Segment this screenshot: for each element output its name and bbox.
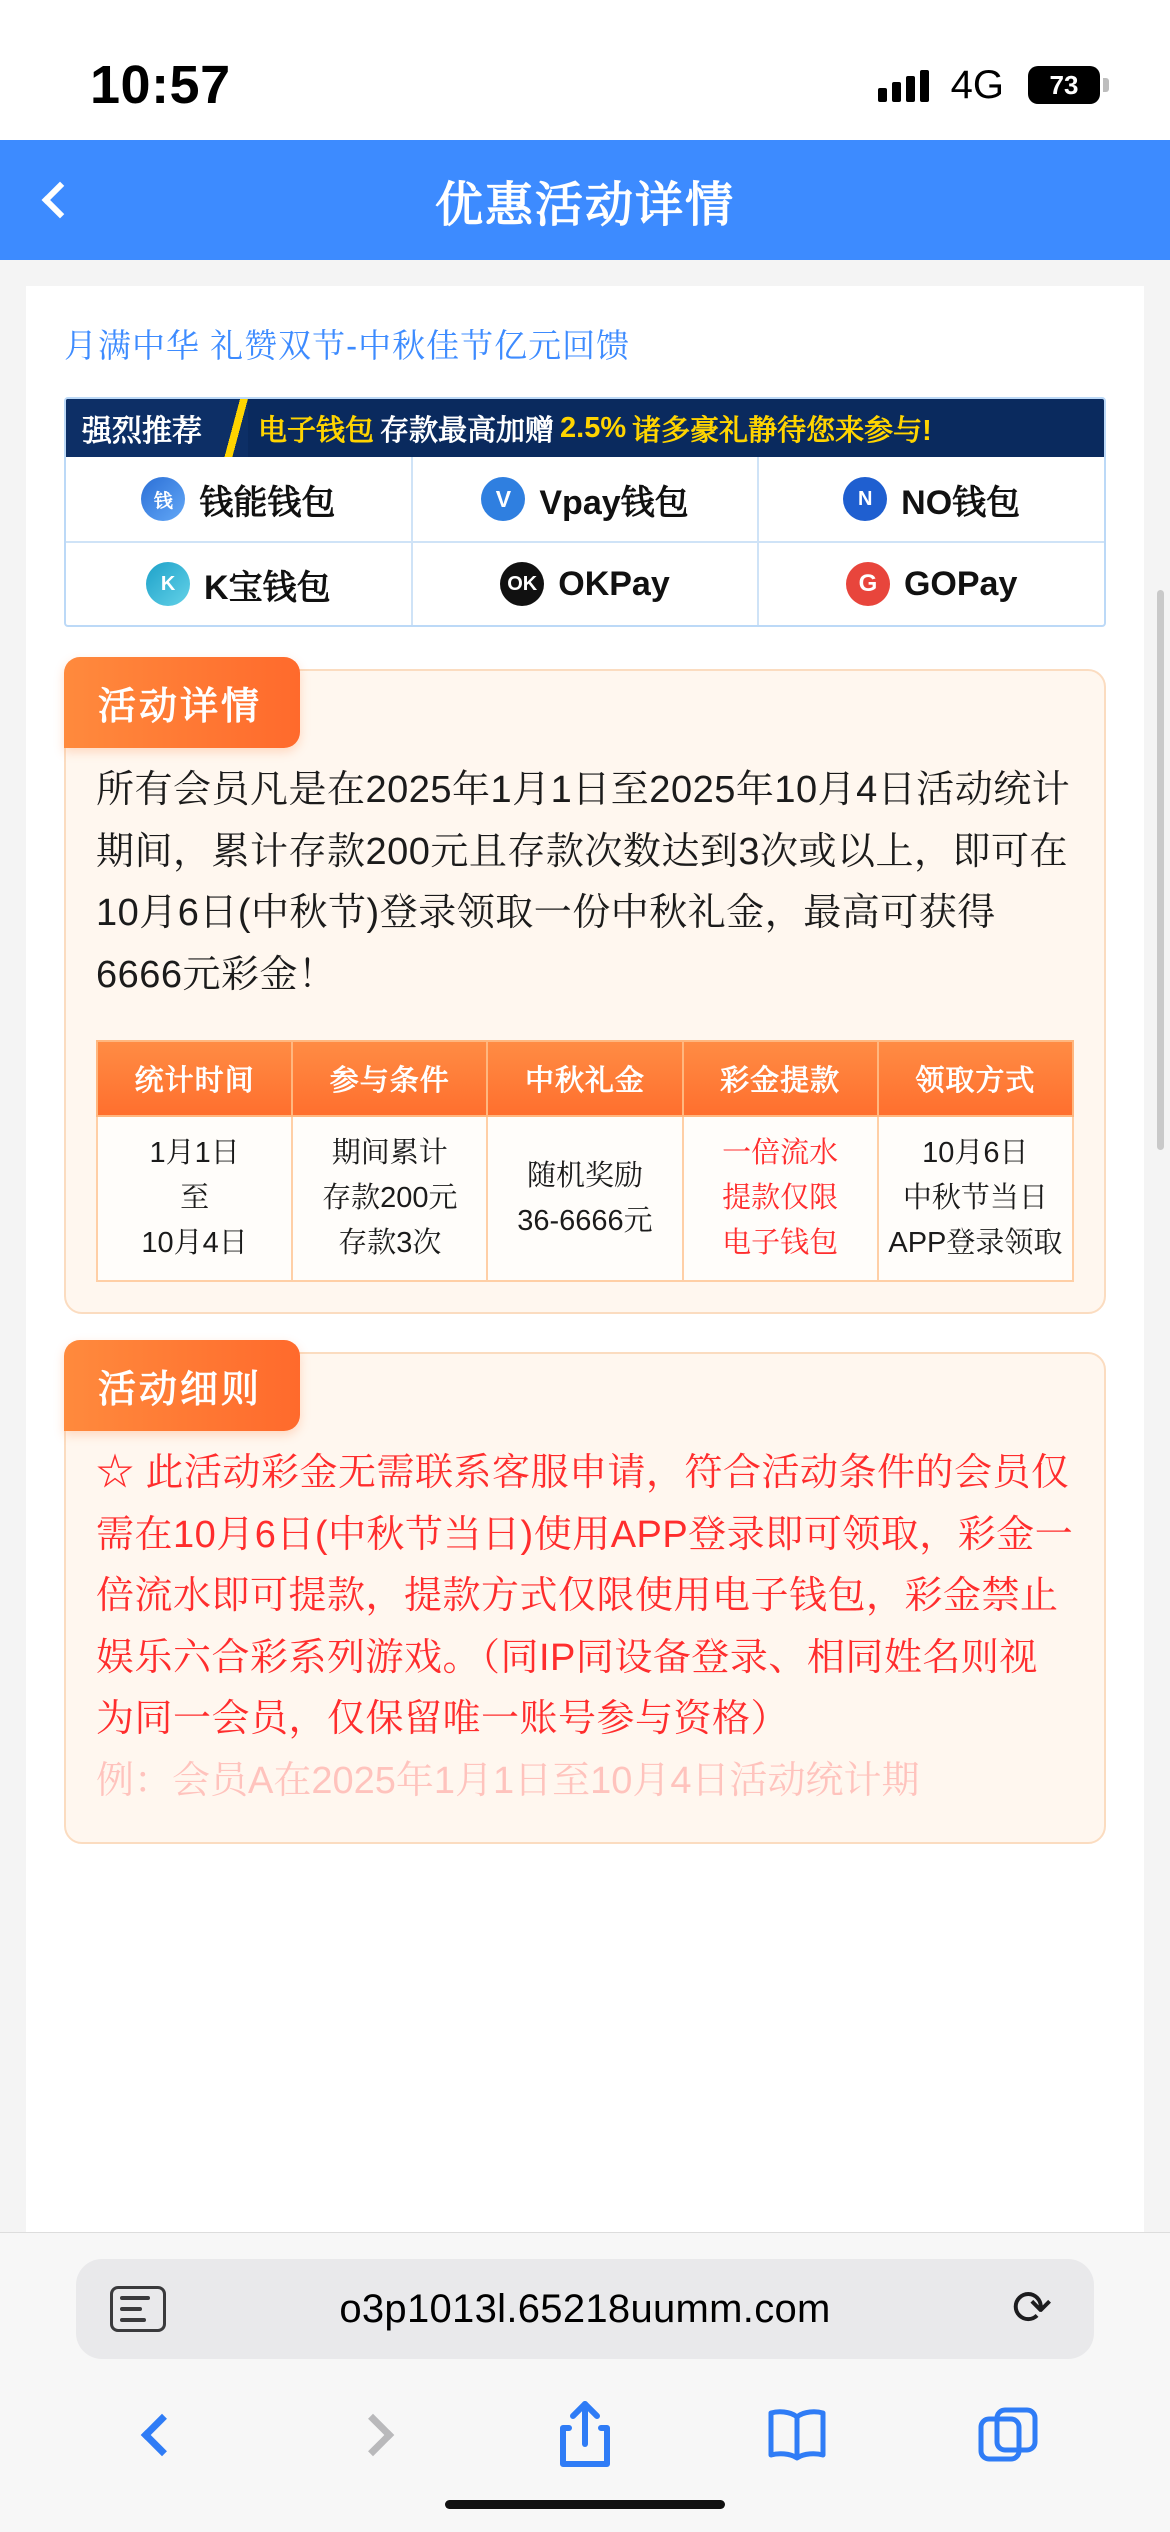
- wallet-item-kbao[interactable]: [66, 543, 411, 625]
- wallet-item-no[interactable]: [757, 457, 1104, 541]
- wallet-row: [66, 541, 1104, 625]
- banner-text-invite: 诸多豪礼静待您来参与!: [632, 414, 932, 447]
- wallet-item-gopay[interactable]: [757, 543, 1104, 625]
- table-header-cell: 领取方式: [878, 1041, 1073, 1116]
- status-bar: [0, 0, 1170, 140]
- table-header-cell: 统计时间: [97, 1041, 292, 1116]
- activity-detail-tab: 活动详情: [64, 657, 300, 748]
- page-content: [0, 260, 1170, 2232]
- chevron-left-icon: [42, 182, 79, 219]
- status-time: 10:57: [90, 55, 231, 115]
- table-cell-bonus: 随机奖励 36-6666元: [487, 1116, 682, 1281]
- battery-percent: 73: [1049, 69, 1079, 100]
- browser-bottom-bar: [0, 2232, 1170, 2532]
- browser-forward-button[interactable]: [318, 2393, 428, 2477]
- table-header-cell: 中秋礼金: [487, 1041, 682, 1116]
- wallet-label: NO钱包: [901, 483, 1021, 522]
- wallet-item-vpay[interactable]: [411, 457, 758, 541]
- activity-rules-tab: 活动细则: [64, 1340, 300, 1431]
- activity-detail-card: [64, 669, 1106, 1314]
- activity-rules-paragraph: ☆ 此活动彩金无需联系客服申请，符合活动条件的会员仅需在10月6日(中秋节当日)使用APP登录即可领取，彩金一倍流水即可提款，提款方式仅限使用电子钱包，彩金禁止娱乐六合彩系列游戏。（同IP同设备登录、相同姓名则视为同一会员，仅保留唯一账号参与资格）: [96, 1452, 1074, 1741]
- reload-icon[interactable]: ⟳: [1011, 2282, 1053, 2335]
- table-cell-withdraw: 一倍流水 提款仅限 电子钱包: [683, 1116, 878, 1281]
- page-settings-icon[interactable]: [110, 2286, 166, 2332]
- gopay-icon: G: [846, 562, 890, 606]
- table-header-cell: 参与条件: [292, 1041, 487, 1116]
- nav-back-button[interactable]: [0, 140, 110, 260]
- okpay-icon: OK: [500, 562, 544, 606]
- address-bar[interactable]: [76, 2259, 1094, 2359]
- table-cell-period: 1月1日 至 10月4日: [97, 1116, 292, 1281]
- wallet-banner-header: [66, 399, 1104, 457]
- home-indicator-bar: [445, 2500, 725, 2509]
- wallet-label: OKPay: [558, 564, 670, 603]
- table-cell-claim: 10月6日 中秋节当日 APP登录领取: [878, 1116, 1073, 1281]
- url-text: o3p1013l.65218uumm.com: [339, 2286, 831, 2331]
- chevron-left-icon: [141, 2414, 183, 2456]
- banner-text-rate: 2.5%: [560, 411, 627, 444]
- banner-text-wallet: 电子钱包: [258, 414, 375, 447]
- wallet-label: 钱能钱包: [199, 483, 336, 522]
- wallet-label: GOPay: [903, 564, 1018, 603]
- table-row: [97, 1116, 1073, 1281]
- activity-detail-table: [96, 1040, 1074, 1282]
- wallet-banner-headline: [248, 399, 1104, 457]
- activity-detail-paragraph: 所有会员凡是在2025年1月1日至2025年10月4日活动统计期间，累计存款200元且存款次数达到3次或以上，即可在10月6日(中秋节)登录领取一份中秋礼金，最高可获得6666元彩金！: [96, 769, 1071, 996]
- wallet-row: [66, 457, 1104, 541]
- promo-card: [26, 286, 1144, 2232]
- network-type-label: 4G: [950, 62, 1004, 107]
- battery-icon: [1028, 66, 1100, 104]
- page-title: 优惠活动详情: [434, 178, 735, 232]
- share-icon: [557, 2400, 613, 2470]
- no-wallet-icon: N: [843, 477, 887, 521]
- status-indicators: [878, 63, 1100, 108]
- wallet-item-qianneng[interactable]: [66, 457, 411, 541]
- chevron-right-icon: [352, 2414, 394, 2456]
- book-icon: [766, 2407, 828, 2463]
- activity-rules-cutoff-text: 例：会员A在2025年1月1日至10月4日活动统计期: [96, 1759, 920, 1802]
- vpay-wallet-icon: V: [481, 477, 525, 521]
- wallet-label: K宝钱包: [204, 568, 331, 607]
- browser-back-button[interactable]: [107, 2393, 217, 2477]
- banner-text-deposit: 存款最高加赠: [380, 414, 555, 447]
- tabs-icon: [977, 2405, 1039, 2465]
- browser-share-button[interactable]: [530, 2393, 640, 2477]
- wallet-banner: [64, 397, 1106, 627]
- browser-bookmarks-button[interactable]: [742, 2393, 852, 2477]
- wallet-label: Vpay钱包: [539, 483, 689, 522]
- wallet-item-okpay[interactable]: [411, 543, 758, 625]
- wallet-banner-badge: 强烈推荐: [66, 399, 220, 457]
- nav-bar: [0, 140, 1170, 260]
- vertical-scrollbar[interactable]: [1157, 590, 1164, 1150]
- browser-tabs-button[interactable]: [953, 2393, 1063, 2477]
- banner-slash-decoration: [220, 399, 248, 457]
- table-cell-condition: 期间累计 存款200元 存款3次: [292, 1116, 487, 1281]
- signal-icon: [878, 68, 929, 102]
- home-indicator: [0, 2477, 1170, 2531]
- activity-rules-card: [64, 1352, 1106, 1844]
- kbao-wallet-icon: K: [146, 562, 190, 606]
- table-header-cell: 彩金提款: [683, 1041, 878, 1116]
- promo-title: 月满中华 礼赞双节-中秋佳节亿元回馈: [64, 327, 631, 364]
- table-header-row: [97, 1041, 1073, 1116]
- qianneng-wallet-icon: 钱: [141, 477, 185, 521]
- browser-toolbar: [0, 2359, 1170, 2477]
